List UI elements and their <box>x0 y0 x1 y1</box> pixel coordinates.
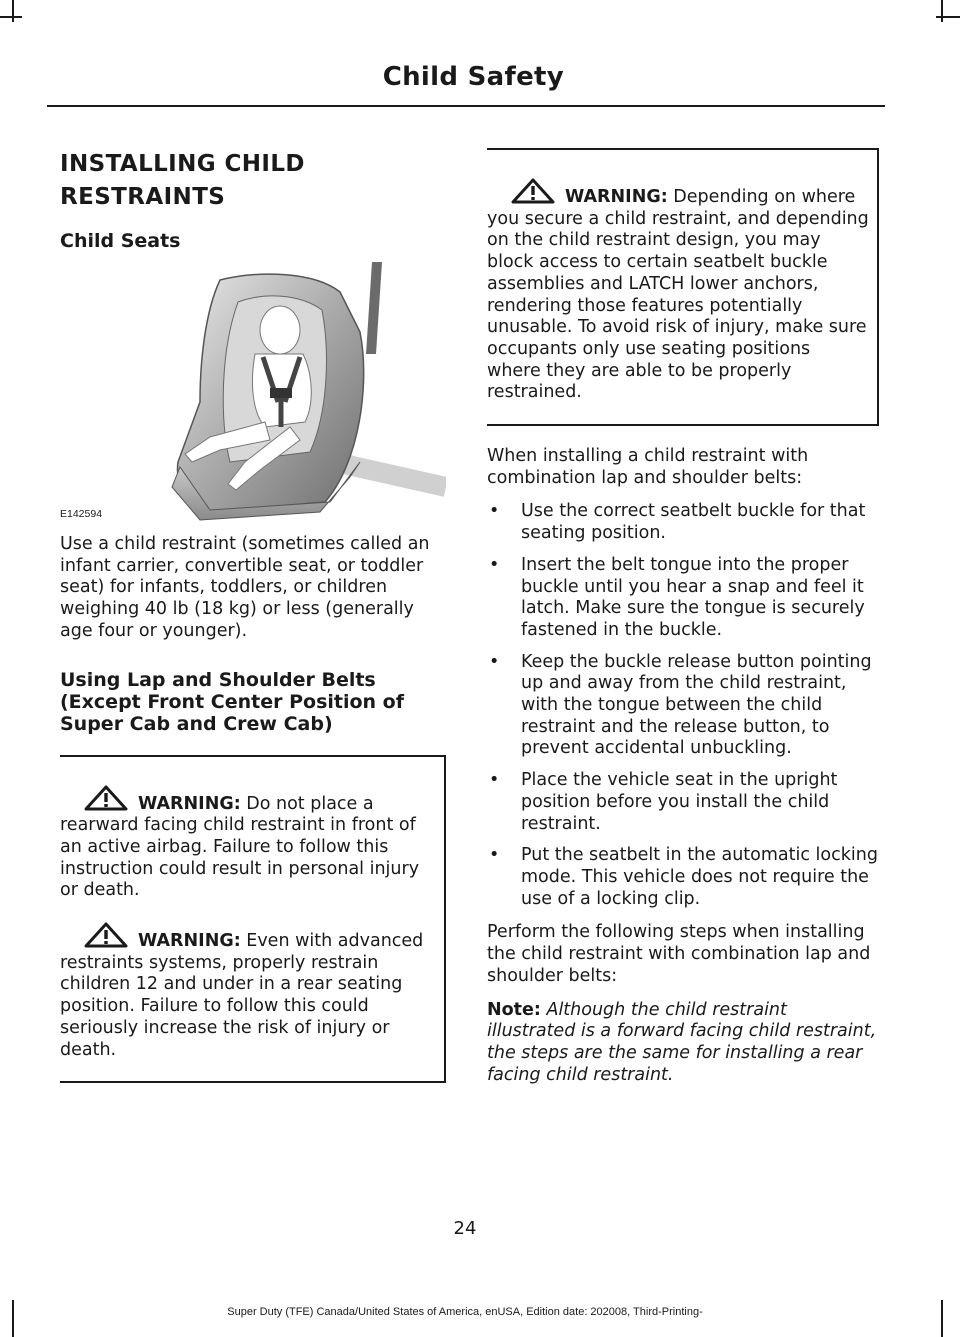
figure-code: E142594 <box>60 508 103 520</box>
warning-text: Even with advanced restraints systems, properly restrain children 12 and under in a rear seating position. Failure to follow this could seriously increase the risk of injury or death. <box>60 931 424 1060</box>
warning-text: Depending on where you secure a child restraint, and depending on the child restraint design, you may block access to certain seatbelt buckle assemblies and LATCH lower anchors, rendering those features potentially unusable. To avoid risk of injury, make sure occupants only use seating positions where they are able to be properly restrained. <box>487 187 869 403</box>
note-paragraph <box>487 1000 879 1087</box>
list-item: • Insert the belt tongue into the proper buckle until you hear a snap and feel it latch. Make sure the tongue is securely fastened in the buckle. <box>489 554 865 640</box>
installation-bullet-list <box>487 501 879 910</box>
warning-triangle-icon <box>84 922 128 948</box>
section-heading-line1: INSTALLING CHILD <box>60 151 305 177</box>
list-item: • Keep the buckle release button pointing up and away from the child restraint, with the tongue between the child restraint and the release button, to prevent accidental unbuckling. <box>489 651 872 759</box>
installing-intro-paragraph: When installing a child restraint with combination lap and shoulder belts: <box>487 446 809 488</box>
crop-mark <box>12 0 14 22</box>
header-divider <box>47 105 885 107</box>
warning-box-left <box>60 755 446 1084</box>
warning-triangle-icon <box>84 785 128 811</box>
warning-advanced-restraints <box>60 922 436 1061</box>
bullet-glyph: • <box>489 501 500 522</box>
list-item: • Place the vehicle seat in the upright position before you install the child restraint. <box>489 770 838 834</box>
bullet-glyph: • <box>489 845 500 866</box>
warning-text: Do not place a rearward facing child restraint in front of an active airbag. Failure to follow this instruction could result in personal injury or death. <box>60 793 420 901</box>
crop-mark <box>941 0 943 22</box>
crop-mark <box>941 1300 943 1337</box>
note-label: Note: <box>487 999 541 1020</box>
crop-mark <box>936 16 960 18</box>
child-seat-illustration <box>60 262 446 524</box>
steps-intro-paragraph: Perform the following steps when installing the child restraint with combination lap and shoulder belts: <box>487 922 871 986</box>
subheading-child-seats: Child Seats <box>60 230 181 252</box>
page-number: 24 <box>453 1218 477 1239</box>
warning-label: WARNING: <box>138 931 241 952</box>
bullet-glyph: • <box>489 770 500 791</box>
crop-mark <box>0 16 22 18</box>
right-column <box>487 148 879 1086</box>
warning-triangle-icon <box>511 178 555 204</box>
subheading-lap-shoulder-belts: Using Lap and Shoulder Belts (Except Front Center Position of Super Cab and Crew Cab) <box>60 668 404 735</box>
list-item: • Use the correct seatbelt buckle for that seating position. <box>489 501 866 544</box>
page-header-title: Child Safety <box>382 62 564 92</box>
child-seat-image <box>60 262 446 524</box>
list-item: • Put the seatbelt in the automatic locking mode. This vehicle does not require the use of a locking clip. <box>489 845 878 909</box>
bullet-glyph: • <box>489 554 500 575</box>
section-heading-line2: RESTRAINTS <box>60 184 226 210</box>
warning-latch-access <box>487 178 869 404</box>
child-restraint-paragraph: Use a child restraint (sometimes called an infant carrier, convertible seat, or toddler seat) for infants, toddlers, or children weighing 40 lb (18 kg) or less (generally age four or younger). <box>60 534 430 641</box>
warning-label: WARNING: <box>565 187 668 207</box>
warning-airbag <box>60 785 436 903</box>
bullet-glyph: • <box>489 651 500 672</box>
left-column <box>60 148 446 1083</box>
note-text: Although the child restraint illustrated is a forward facing child restraint, the steps are the same for installing a rear facing child restraint. <box>487 999 877 1085</box>
warning-label: WARNING: <box>138 793 241 814</box>
warning-box-right <box>487 148 879 426</box>
footer-edition-info: Super Duty (TFE) Canada/United States of America, enUSA, Edition date: 202008, Third-Printing- <box>227 1306 703 1318</box>
